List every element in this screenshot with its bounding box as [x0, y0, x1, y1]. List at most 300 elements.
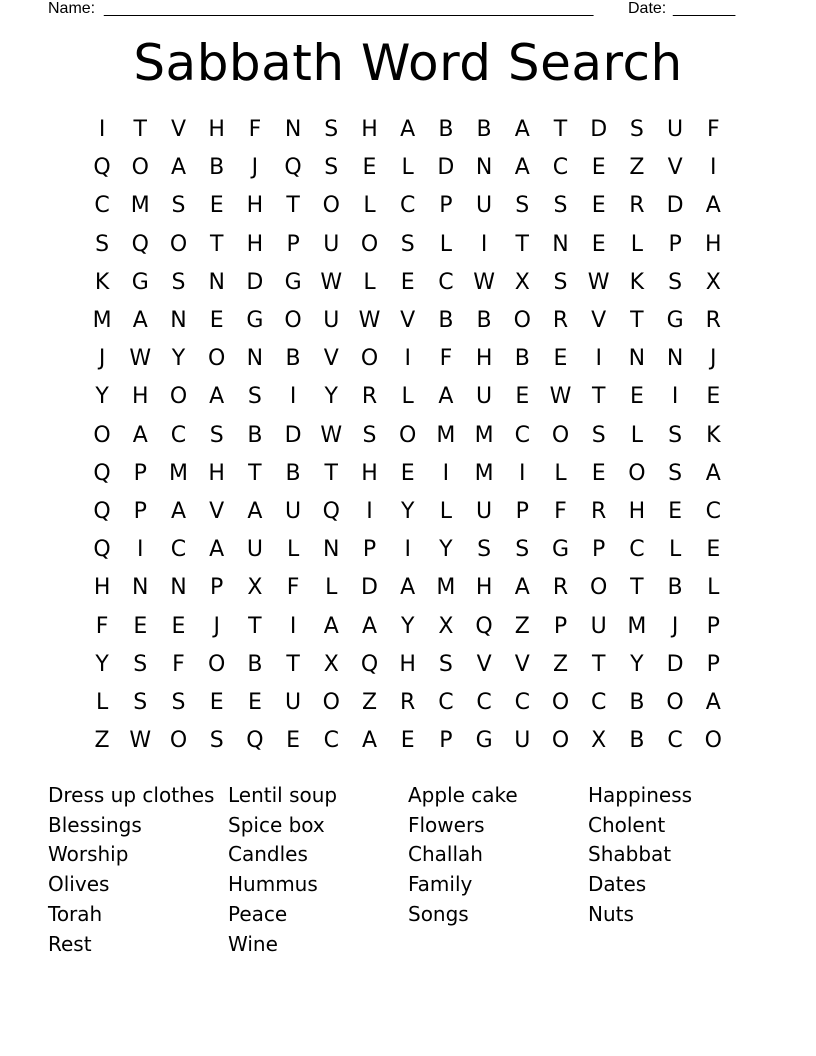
- grid-letter[interactable]: H: [361, 117, 378, 142]
- grid-letter[interactable]: Y: [95, 651, 109, 677]
- grid-letter[interactable]: B: [285, 346, 301, 372]
- grid-letter[interactable]: R: [629, 193, 645, 219]
- grid-letter[interactable]: M: [627, 613, 647, 639]
- grid-letter[interactable]: S: [171, 193, 186, 219]
- grid-letter[interactable]: V: [476, 651, 492, 677]
- grid-letter[interactable]: M: [474, 422, 494, 448]
- grid-letter[interactable]: A: [514, 117, 530, 142]
- grid-letter[interactable]: D: [437, 155, 455, 181]
- grid-letter[interactable]: S: [209, 422, 224, 448]
- grid-letter[interactable]: N: [552, 231, 569, 257]
- grid-letter[interactable]: A: [705, 690, 721, 715]
- grid-letter[interactable]: S: [515, 537, 530, 563]
- grid-letter[interactable]: X: [591, 728, 607, 754]
- word-list-item: Hummus: [228, 872, 318, 897]
- grid-letter[interactable]: E: [171, 613, 186, 639]
- grid-letter[interactable]: D: [284, 422, 302, 448]
- grid-letter[interactable]: I: [98, 117, 106, 142]
- grid-letter[interactable]: W: [320, 269, 343, 295]
- grid-letter[interactable]: Q: [360, 651, 379, 677]
- grid-letter[interactable]: P: [362, 537, 377, 563]
- grid-letter[interactable]: S: [133, 651, 148, 677]
- grid-letter[interactable]: O: [704, 728, 722, 754]
- grid-letter[interactable]: E: [591, 155, 606, 181]
- grid-letter[interactable]: T: [591, 651, 606, 677]
- grid-letter[interactable]: O: [208, 651, 226, 677]
- grid-letter[interactable]: R: [361, 384, 378, 410]
- grid-letter[interactable]: X: [514, 269, 530, 295]
- grid-letter[interactable]: H: [475, 346, 493, 372]
- grid-letter[interactable]: Q: [246, 728, 264, 754]
- grid-letter[interactable]: B: [247, 422, 263, 448]
- grid-letter[interactable]: S: [477, 537, 492, 563]
- grid-letter[interactable]: A: [361, 613, 378, 639]
- grid-letter[interactable]: X: [705, 269, 721, 295]
- grid-letter[interactable]: E: [706, 384, 721, 410]
- grid-letter[interactable]: H: [361, 460, 378, 486]
- grid-letter[interactable]: I: [442, 460, 450, 486]
- grid-letter[interactable]: K: [706, 422, 721, 448]
- grid-letter[interactable]: Q: [93, 499, 111, 524]
- grid-letter[interactable]: S: [324, 117, 339, 142]
- grid-letter[interactable]: M: [436, 422, 456, 448]
- grid-letter[interactable]: U: [246, 537, 263, 563]
- grid-letter[interactable]: P: [706, 651, 720, 677]
- grid-letter[interactable]: P: [706, 613, 720, 639]
- grid-letter[interactable]: S: [362, 422, 377, 448]
- grid-letter[interactable]: E: [362, 155, 377, 181]
- grid-letter[interactable]: I: [366, 499, 373, 524]
- grid-letter[interactable]: B: [438, 117, 454, 142]
- grid-letter[interactable]: E: [591, 193, 606, 219]
- grid-letter[interactable]: H: [475, 575, 493, 601]
- grid-letter[interactable]: T: [630, 308, 644, 333]
- grid-letter[interactable]: D: [666, 651, 684, 677]
- grid-letter[interactable]: T: [286, 193, 300, 219]
- grid-letter[interactable]: U: [476, 193, 493, 219]
- grid-letter[interactable]: S: [553, 193, 568, 219]
- grid-letter[interactable]: L: [401, 384, 414, 410]
- grid-letter[interactable]: E: [515, 384, 530, 410]
- grid-letter[interactable]: C: [94, 193, 110, 219]
- grid-letter[interactable]: T: [591, 384, 606, 410]
- grid-letter[interactable]: M: [130, 193, 150, 219]
- grid-letter[interactable]: H: [93, 575, 111, 601]
- grid-letter[interactable]: C: [514, 422, 530, 448]
- grid-letter[interactable]: Q: [93, 537, 111, 563]
- word-list-item: Shabbat: [588, 842, 672, 867]
- grid-letter[interactable]: O: [169, 231, 188, 257]
- grid-letter[interactable]: O: [322, 690, 340, 715]
- grid-letter[interactable]: S: [324, 155, 339, 181]
- grid-letter[interactable]: P: [592, 537, 606, 563]
- grid-letter[interactable]: L: [286, 537, 300, 563]
- grid-letter[interactable]: A: [514, 575, 530, 601]
- grid-letter[interactable]: N: [170, 575, 187, 601]
- grid-letter[interactable]: S: [133, 690, 148, 715]
- grid-letter[interactable]: C: [476, 690, 492, 715]
- grid-letter[interactable]: N: [246, 346, 264, 372]
- grid-letter[interactable]: F: [172, 651, 185, 677]
- grid-letter[interactable]: I: [519, 460, 526, 486]
- grid-letter[interactable]: V: [170, 117, 187, 142]
- grid-letter[interactable]: Y: [630, 651, 644, 677]
- grid-letter[interactable]: S: [668, 422, 683, 448]
- grid-letter[interactable]: R: [591, 499, 607, 524]
- grid-letter[interactable]: U: [323, 308, 340, 333]
- grid-letter[interactable]: E: [286, 728, 301, 754]
- grid-letter[interactable]: E: [247, 690, 262, 715]
- grid-letter[interactable]: P: [668, 231, 682, 257]
- grid-letter[interactable]: B: [285, 460, 301, 486]
- grid-letter[interactable]: A: [705, 193, 721, 219]
- grid-letter[interactable]: S: [247, 384, 262, 410]
- grid-letter[interactable]: N: [208, 269, 225, 295]
- grid-letter[interactable]: L: [401, 155, 414, 181]
- grid-letter[interactable]: D: [361, 575, 378, 601]
- grid-letter[interactable]: F: [286, 575, 300, 601]
- grid-letter[interactable]: U: [323, 231, 340, 257]
- grid-letter[interactable]: P: [286, 231, 300, 257]
- grid-letter[interactable]: B: [514, 346, 530, 372]
- grid-letter[interactable]: A: [361, 728, 378, 754]
- grid-letter[interactable]: G: [551, 537, 570, 563]
- grid-letter[interactable]: F: [95, 613, 109, 639]
- grid-letter[interactable]: W: [320, 422, 343, 448]
- grid-letter[interactable]: E: [209, 193, 224, 219]
- grid-letter[interactable]: W: [358, 308, 381, 333]
- grid-letter[interactable]: Q: [93, 155, 111, 181]
- grid-letter[interactable]: M: [168, 460, 188, 486]
- grid-letter[interactable]: E: [706, 537, 721, 563]
- grid-letter[interactable]: L: [707, 575, 720, 601]
- grid-letter[interactable]: G: [246, 308, 264, 333]
- grid-letter[interactable]: H: [628, 499, 646, 524]
- grid-letter[interactable]: U: [285, 690, 302, 715]
- grid-letter[interactable]: C: [170, 422, 187, 448]
- grid-letter[interactable]: N: [323, 537, 340, 563]
- grid-letter[interactable]: B: [629, 728, 645, 754]
- grid-letter[interactable]: E: [400, 728, 415, 754]
- grid-letter[interactable]: P: [133, 499, 147, 524]
- grid-letter[interactable]: A: [170, 155, 187, 181]
- grid-letter[interactable]: Z: [94, 728, 110, 754]
- grid-letter[interactable]: H: [399, 651, 416, 677]
- grid-letter[interactable]: S: [171, 269, 186, 295]
- grid-letter[interactable]: S: [553, 269, 568, 295]
- grid-letter[interactable]: J: [671, 613, 679, 639]
- grid-letter[interactable]: U: [514, 728, 531, 754]
- grid-letter[interactable]: L: [668, 537, 682, 563]
- grid-letter[interactable]: K: [629, 269, 645, 295]
- grid-letter[interactable]: P: [133, 460, 147, 486]
- grid-letter[interactable]: T: [630, 575, 644, 601]
- grid-letter[interactable]: Y: [400, 499, 415, 524]
- grid-letter[interactable]: O: [551, 422, 570, 448]
- grid-letter[interactable]: L: [554, 460, 567, 486]
- grid-letter[interactable]: Q: [322, 499, 340, 524]
- grid-letter[interactable]: H: [246, 193, 264, 219]
- grid-letter[interactable]: T: [324, 460, 338, 486]
- grid-letter[interactable]: I: [480, 231, 488, 257]
- grid-letter[interactable]: B: [438, 308, 454, 333]
- grid-letter[interactable]: J: [710, 346, 717, 372]
- grid-letter[interactable]: C: [514, 690, 530, 715]
- grid-letter[interactable]: U: [285, 499, 302, 524]
- grid-letter[interactable]: F: [706, 117, 720, 142]
- grid-letter[interactable]: E: [591, 460, 606, 486]
- grid-letter[interactable]: E: [209, 308, 224, 333]
- grid-letter[interactable]: V: [400, 308, 416, 333]
- grid-letter[interactable]: H: [132, 384, 149, 410]
- grid-letter[interactable]: O: [628, 460, 646, 486]
- grid-letter[interactable]: H: [705, 231, 722, 257]
- grid-letter[interactable]: R: [400, 690, 416, 715]
- grid-letter[interactable]: I: [404, 537, 411, 563]
- grid-letter[interactable]: U: [476, 384, 493, 410]
- grid-letter[interactable]: B: [667, 575, 683, 601]
- grid-letter[interactable]: E: [400, 269, 415, 295]
- grid-letter[interactable]: O: [551, 690, 570, 715]
- grid-letter[interactable]: S: [438, 651, 453, 677]
- grid-letter[interactable]: Q: [93, 460, 111, 486]
- grid-letter[interactable]: U: [476, 499, 493, 524]
- grid-letter[interactable]: W: [549, 384, 572, 410]
- grid-letter[interactable]: X: [438, 613, 454, 639]
- grid-letter[interactable]: I: [289, 613, 297, 639]
- grid-letter[interactable]: N: [628, 346, 646, 372]
- grid-letter[interactable]: F: [554, 499, 567, 524]
- grid-letter[interactable]: O: [93, 422, 111, 448]
- grid-letter[interactable]: Q: [284, 155, 302, 181]
- grid-letter[interactable]: W: [587, 269, 610, 295]
- grid-letter[interactable]: D: [666, 193, 684, 219]
- grid-letter[interactable]: R: [705, 308, 721, 333]
- grid-letter[interactable]: O: [513, 308, 531, 333]
- grid-letter[interactable]: P: [439, 193, 453, 219]
- grid-letter[interactable]: A: [247, 499, 263, 524]
- grid-letter[interactable]: P: [515, 499, 529, 524]
- grid-letter[interactable]: S: [515, 193, 530, 219]
- grid-letter[interactable]: C: [705, 499, 721, 524]
- grid-letter[interactable]: S: [668, 460, 683, 486]
- grid-letter[interactable]: Q: [131, 231, 149, 257]
- grid-letter[interactable]: R: [552, 308, 569, 333]
- grid-letter[interactable]: N: [132, 575, 149, 601]
- grid-letter[interactable]: J: [213, 613, 220, 639]
- grid-letter[interactable]: C: [323, 728, 339, 754]
- grid-letter[interactable]: G: [475, 728, 493, 754]
- grid-letter[interactable]: Y: [95, 384, 109, 410]
- grid-letter[interactable]: B: [476, 308, 492, 333]
- grid-letter[interactable]: O: [551, 728, 570, 754]
- grid-letter[interactable]: H: [246, 231, 264, 257]
- grid-letter[interactable]: J: [251, 155, 259, 181]
- grid-letter[interactable]: C: [438, 269, 454, 295]
- grid-letter[interactable]: M: [474, 460, 494, 486]
- grid-letter[interactable]: V: [667, 155, 683, 181]
- grid-letter[interactable]: A: [209, 384, 225, 410]
- grid-letter[interactable]: A: [132, 422, 148, 448]
- grid-letter[interactable]: O: [208, 346, 226, 372]
- grid-letter[interactable]: L: [325, 575, 338, 601]
- grid-letter[interactable]: H: [208, 117, 225, 142]
- grid-letter[interactable]: C: [170, 537, 187, 563]
- grid-letter[interactable]: A: [323, 613, 339, 639]
- grid-letter[interactable]: A: [400, 117, 416, 142]
- grid-letter[interactable]: O: [360, 231, 379, 257]
- grid-letter[interactable]: C: [552, 155, 569, 181]
- grid-letter[interactable]: O: [360, 346, 379, 372]
- grid-letter[interactable]: B: [476, 117, 492, 142]
- word-list-item: Wine: [228, 931, 278, 956]
- grid-letter[interactable]: L: [363, 193, 376, 219]
- grid-letter[interactable]: C: [438, 690, 454, 715]
- grid-letter[interactable]: S: [629, 117, 644, 142]
- grid-letter[interactable]: O: [666, 690, 684, 715]
- grid-letter[interactable]: Y: [171, 346, 186, 372]
- grid-letter[interactable]: S: [400, 231, 415, 257]
- grid-letter[interactable]: S: [95, 231, 110, 257]
- grid-letter[interactable]: T: [133, 117, 147, 142]
- grid-letter[interactable]: L: [95, 690, 109, 715]
- grid-letter[interactable]: V: [514, 651, 530, 677]
- grid-letter[interactable]: P: [553, 613, 568, 639]
- grid-letter[interactable]: L: [630, 231, 644, 257]
- grid-letter[interactable]: A: [705, 460, 721, 486]
- grid-letter[interactable]: P: [439, 728, 453, 754]
- grid-letter[interactable]: Y: [324, 384, 338, 410]
- word-list-item: Family: [408, 872, 473, 897]
- grid-letter[interactable]: U: [590, 613, 607, 639]
- grid-letter[interactable]: C: [629, 537, 645, 563]
- grid-letter[interactable]: O: [399, 422, 417, 448]
- grid-letter[interactable]: T: [553, 117, 568, 142]
- word-list-item: Olives: [48, 872, 110, 897]
- word-list-item: Blessings: [48, 812, 142, 837]
- grid-letter[interactable]: T: [248, 613, 262, 639]
- grid-letter[interactable]: S: [668, 269, 683, 295]
- grid-letter[interactable]: Y: [439, 537, 453, 563]
- grid-letter[interactable]: D: [590, 117, 608, 142]
- grid-letter[interactable]: A: [170, 499, 187, 524]
- grid-letter[interactable]: S: [171, 690, 186, 715]
- grid-letter[interactable]: F: [439, 346, 453, 372]
- grid-letter[interactable]: W: [129, 346, 152, 372]
- grid-letter[interactable]: E: [591, 231, 606, 257]
- grid-letter[interactable]: O: [131, 155, 149, 181]
- grid-letter[interactable]: N: [666, 346, 684, 372]
- grid-letter[interactable]: J: [98, 346, 106, 372]
- grid-letter[interactable]: L: [630, 422, 644, 448]
- grid-letter[interactable]: V: [209, 499, 225, 524]
- grid-letter[interactable]: L: [439, 231, 453, 257]
- grid-letter[interactable]: P: [210, 575, 224, 601]
- grid-letter[interactable]: X: [247, 575, 263, 601]
- grid-letter[interactable]: E: [209, 690, 224, 715]
- grid-letter[interactable]: Q: [475, 613, 493, 639]
- grid-letter[interactable]: B: [629, 690, 645, 715]
- grid-letter[interactable]: D: [246, 269, 264, 295]
- grid-letter[interactable]: T: [209, 231, 224, 257]
- grid-letter[interactable]: E: [629, 384, 644, 410]
- grid-letter[interactable]: I: [289, 384, 297, 410]
- grid-letter[interactable]: Z: [629, 155, 645, 181]
- grid-letter[interactable]: X: [323, 651, 339, 677]
- word-list-item: Rest: [48, 931, 92, 956]
- grid-letter[interactable]: N: [170, 308, 187, 333]
- grid-letter[interactable]: E: [668, 499, 683, 524]
- grid-letter[interactable]: L: [439, 499, 453, 524]
- grid-letter[interactable]: L: [363, 269, 376, 295]
- grid-letter[interactable]: Y: [400, 613, 415, 639]
- grid-letter[interactable]: G: [131, 269, 149, 295]
- grid-letter[interactable]: V: [323, 346, 339, 372]
- grid-letter[interactable]: E: [553, 346, 568, 372]
- grid-letter[interactable]: Z: [514, 613, 530, 639]
- grid-letter[interactable]: H: [208, 460, 225, 486]
- grid-letter[interactable]: C: [667, 728, 683, 754]
- date-blank-line[interactable]: _______: [673, 0, 736, 17]
- grid-letter[interactable]: G: [666, 308, 684, 333]
- grid-letter[interactable]: N: [475, 155, 493, 181]
- grid-letter[interactable]: I: [710, 155, 717, 181]
- grid-letter[interactable]: N: [284, 117, 302, 142]
- grid-letter[interactable]: E: [133, 613, 148, 639]
- grid-letter[interactable]: S: [591, 422, 606, 448]
- grid-letter[interactable]: A: [400, 575, 416, 601]
- word-list-item: Worship: [48, 842, 129, 867]
- grid-letter[interactable]: C: [400, 193, 416, 219]
- grid-letter[interactable]: K: [94, 269, 110, 295]
- grid-letter[interactable]: O: [284, 308, 302, 333]
- grid-letter[interactable]: V: [591, 308, 607, 333]
- grid-letter[interactable]: M: [92, 308, 112, 333]
- grid-letter[interactable]: O: [322, 193, 340, 219]
- grid-letter[interactable]: G: [284, 269, 302, 295]
- grid-letter[interactable]: M: [436, 575, 456, 601]
- grid-letter[interactable]: R: [552, 575, 569, 601]
- grid-letter[interactable]: Z: [552, 651, 569, 677]
- grid-letter[interactable]: B: [209, 155, 225, 181]
- grid-letter[interactable]: I: [671, 384, 679, 410]
- grid-letter[interactable]: T: [248, 460, 262, 486]
- grid-letter[interactable]: U: [667, 117, 684, 142]
- grid-letter[interactable]: S: [209, 728, 224, 754]
- grid-letter[interactable]: A: [514, 155, 530, 181]
- grid-letter[interactable]: B: [247, 651, 263, 677]
- grid-letter[interactable]: I: [595, 346, 602, 372]
- grid-letter[interactable]: O: [590, 575, 608, 601]
- grid-letter[interactable]: W: [473, 269, 495, 295]
- grid-letter[interactable]: T: [515, 231, 529, 257]
- grid-letter[interactable]: I: [404, 346, 411, 372]
- grid-letter[interactable]: F: [248, 117, 262, 142]
- grid-letter[interactable]: I: [137, 537, 144, 563]
- grid-letter[interactable]: E: [400, 460, 415, 486]
- grid-letter[interactable]: A: [132, 308, 148, 333]
- grid-letter[interactable]: C: [591, 690, 607, 715]
- grid-letter[interactable]: O: [169, 728, 188, 754]
- grid-letter[interactable]: O: [169, 384, 188, 410]
- grid-letter[interactable]: A: [209, 537, 225, 563]
- name-blank-line[interactable]: _______________________________________________________: [104, 0, 594, 17]
- grid-letter[interactable]: T: [286, 651, 300, 677]
- grid-letter[interactable]: Z: [361, 690, 378, 715]
- word-list-item: Dress up clothes: [48, 783, 215, 807]
- grid-letter[interactable]: A: [438, 384, 454, 410]
- grid-letter[interactable]: W: [129, 728, 152, 754]
